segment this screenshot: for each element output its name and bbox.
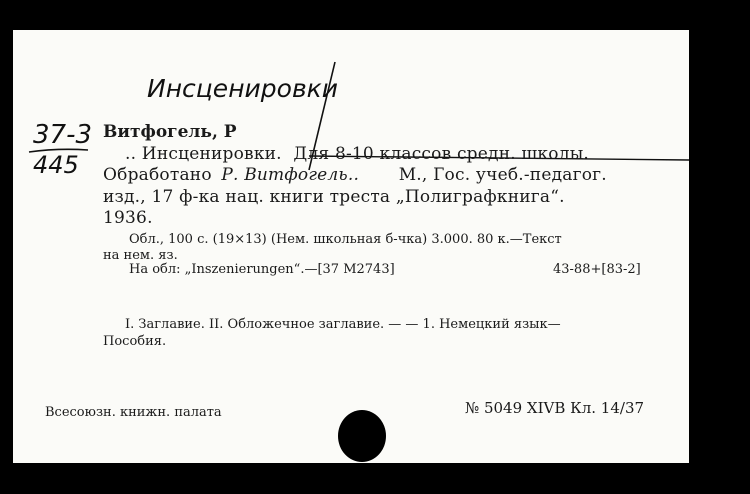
- title-main: .. Инсценировки.: [125, 144, 282, 164]
- catalog-card: [13, 30, 689, 463]
- subject-heading-handwritten: Инсценировки: [147, 74, 339, 103]
- physical-description: Обл., 100 с. (19×13) (Нем. школьная б-чка) 3.000. 80 к.—Текст: [129, 232, 562, 247]
- adaptation-note: Обработано: [103, 165, 212, 185]
- book-chamber-label: Всесоюзн. книжн. палата: [45, 405, 222, 420]
- imprint-year: 1936.: [103, 208, 153, 228]
- adapter-name: Р. Витфогель..: [221, 165, 360, 185]
- title-line-1: [125, 146, 589, 163]
- imprint-place: М., Гос. учеб.-педагог.: [398, 165, 607, 185]
- cover-title-note: На обл: „Inszenierungen“.—[37 М2743]: [129, 262, 395, 277]
- classification-code: 43-88+[83-2]: [553, 262, 641, 277]
- subject-tracings: I. Заглавие. II. Обложечное заглавие. — — 1. Немецкий язык—: [125, 317, 561, 332]
- shelf-mark-top: 37-3: [33, 120, 93, 150]
- shelf-mark-bottom: 445: [33, 151, 79, 179]
- imprint-publisher: изд., 17 ф-ка нац. книги треста „Полиграфкнига“.: [103, 187, 565, 207]
- punch-hole: [338, 410, 386, 462]
- subject-tracings-cont: Пособия.: [103, 334, 167, 349]
- title-line-2: [103, 167, 607, 184]
- card-number: № 5049 XIVB Кл. 14/37: [465, 399, 645, 417]
- title-subtitle: Для 8-10 классов средн. школы.: [293, 144, 590, 164]
- language-note: на нем. яз.: [103, 248, 178, 263]
- author-name: Витфогель, Р: [103, 122, 237, 142]
